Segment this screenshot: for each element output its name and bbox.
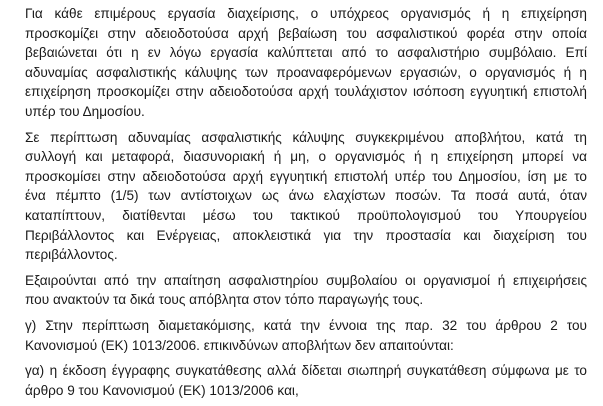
text-line: ένα πέμπτο (1/5) των αντίστοιχων ως άνω ελαχίστων ποσών. Τα ποσά αυτά, όταν	[25, 188, 587, 204]
text-line: Για κάθε επιμέρους εργασία διαχείρισης, ο υπόχρεος οργανισμός ή η επιχείρηση	[25, 6, 587, 21]
text-line: υπέρ του Δημοσίου.	[25, 103, 145, 119]
paragraph-guarantee-letter	[25, 128, 587, 265]
text-line: καταπίπτουν, διατίθενται μέσω του τακτικού προϋπολογισμού του Υπουργείου	[25, 207, 587, 223]
text-line: προσκομίσει στην αδειοδοτούσα αρχή εγγυητική επιστολή υπέρ του Δημοσίου, ίση με το	[25, 168, 587, 184]
text-line: αδυναμίας ασφαλιστικής κάλυψης των προαναφερόμενων εργασιών, ο οργανισμός ή η	[25, 64, 587, 80]
text-line: συλλογή και μεταφορά, διασυνοριακή ή μη, ο οργανισμός ή η επιχείρηση μπορεί να	[25, 149, 587, 165]
text-line: Εξαιρούνται από την απαίτηση ασφαλιστηρίου συμβολαίου οι οργανισμοί ή επιχειρήσεις	[25, 272, 587, 288]
text-line: επιχείρηση προσκομίζει στην αδειοδοτούσα αρχή τουλάχιστον ισόποση εγγυητική επιστολή	[25, 84, 587, 100]
text-line: Περιβάλλοντος και Ενέργειας, αποκλειστικά για την προστασία και διαχείριση του	[25, 227, 587, 243]
text-line: που ανακτούν τα δικά τους απόβλητα στον τόπο παραγωγής τους.	[25, 292, 424, 308]
paragraph-tacit-consent	[25, 361, 587, 400]
text-line: Σε περίπτωση αδυναμίας ασφαλιστικής κάλυψης συγκεκριμένου αποβλήτου, κατά τη	[25, 129, 587, 145]
paragraph-exemption	[25, 271, 587, 310]
text-line: βεβαιώνεται ότι η εν λόγω εργασία καλύπτεται από το ασφαλιστήριο συμβόλαιο. Επί	[25, 45, 587, 61]
text-line: Κανονισμού (ΕΚ) 1013/2006. επικινδύνων αποβλήτων δεν απαιτούνται:	[25, 337, 454, 353]
text-line: γα) η έκδοση έγγραφης συγκατάθεσης αλλά δίδεται σιωπηρή συγκατάθεση σύμφωνα με το	[25, 363, 587, 379]
text-line: προσκομίζει στην αδειοδοτούσα αρχή βεβαίωση του ασφαλιστικού φορέα στην οποία	[25, 25, 587, 41]
paragraph-insurance-certificate	[25, 4, 587, 122]
text-line: γ) Στην περίπτωση διαμετακόμισης, κατά την έννοια της παρ. 32 του άρθρου 2 του	[25, 317, 587, 333]
text-line: άρθρο 9 του Κανονισμού (ΕΚ) 1013/2006 και,	[25, 382, 299, 398]
paragraph-transit-case	[25, 316, 587, 355]
text-line: περιβάλλοντος.	[25, 247, 118, 263]
